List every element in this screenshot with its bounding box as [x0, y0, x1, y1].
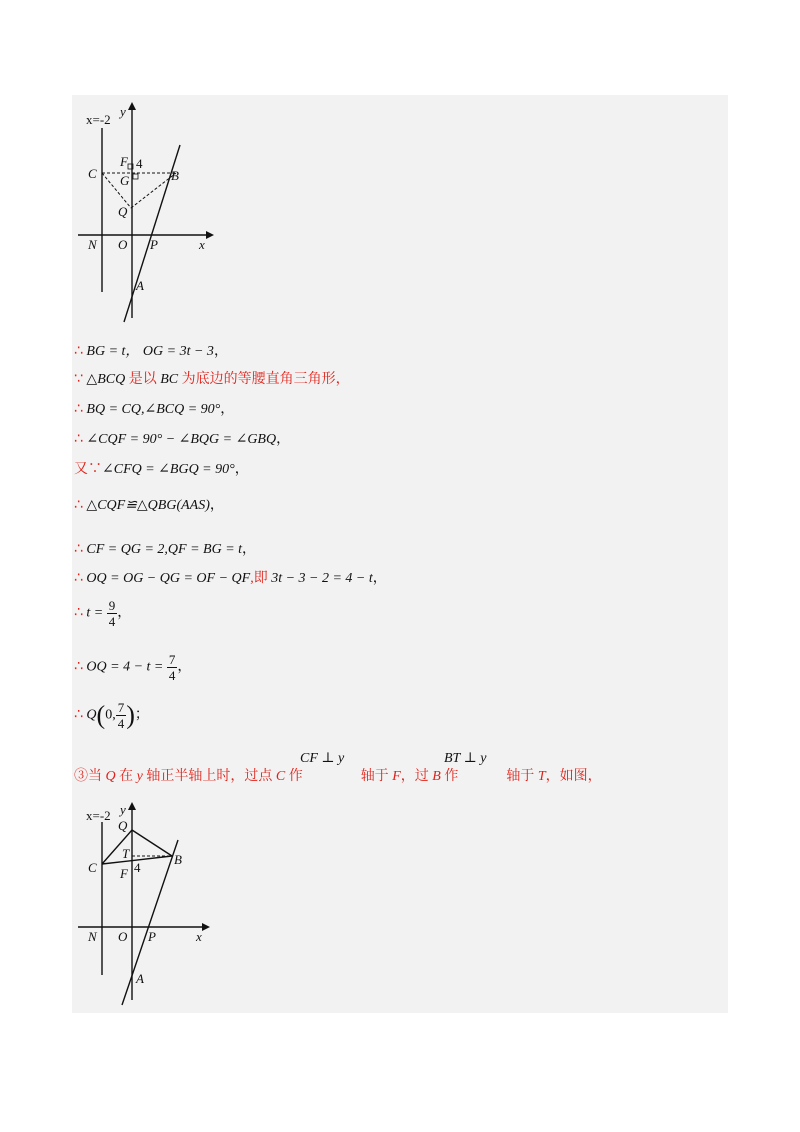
label-a: A [136, 278, 144, 293]
label-b: B [171, 168, 179, 183]
label-q: Q [118, 818, 128, 833]
solution-line-7: ∴ CF = QG = 2,QF = BG = t， [74, 541, 257, 557]
label-4: 4 [134, 860, 141, 875]
label-g: G [120, 173, 130, 188]
figure-1-coordinate-diagram [78, 100, 218, 330]
label-n: N [88, 929, 97, 944]
annotation-bt-perp-y: BT ⊥ y [444, 751, 487, 766]
label-f: F [120, 866, 128, 881]
solution-line-12: ③当 Q 在 y 轴正半轴上时，过点 C 作 轴于 F，过 B 作 轴于 T，如图， [74, 769, 602, 784]
solution-line-8: ∴ OQ = OG − QG = OF − QF,即 3t − 3 − 2 = 4 − t， [74, 570, 387, 586]
solution-line-6: ∴ △CQF≌△QBG(AAS)， [74, 497, 224, 513]
label-p: P [150, 237, 158, 252]
label-xline: x=-2 [86, 112, 111, 127]
solution-line-3: ∴ BQ = CQ,∠BCQ = 90°， [74, 401, 235, 417]
label-y: y [120, 104, 126, 119]
segment-qb [132, 830, 172, 856]
label-x: x [199, 237, 205, 252]
label-f: F [120, 154, 128, 169]
fraction-7-4: $\frac{7}{4}$ [168, 652, 176, 683]
line-ab [122, 840, 178, 1005]
solution-line-2: ∵ △BCQ 是以 BC 为底边的等腰直角三角形， [74, 371, 350, 387]
label-xline: x=-2 [86, 808, 111, 823]
fraction-9-4: $\frac{9}{4}$ [108, 598, 116, 629]
solution-line-10: ∴ OQ = 4 − t = $\frac{7}{4}$ ， [74, 652, 192, 683]
solution-line-11: ∴ Q(0, $\frac{7}{4}$ )； [74, 700, 149, 731]
label-b: B [174, 852, 182, 867]
label-y: y [120, 802, 126, 817]
label-4: 4 [136, 156, 143, 171]
solution-line-4: ∴ ∠CQF = 90° − ∠BQG = ∠GBQ， [74, 431, 291, 447]
label-p: P [148, 929, 156, 944]
label-c: C [88, 860, 97, 875]
solution-line-5: 又∵∠CFQ = ∠BGQ = 90°， [74, 462, 249, 477]
label-n: N [88, 237, 97, 252]
annotation-cf-perp-y: CF ⊥ y [300, 751, 345, 766]
label-x: x [196, 929, 202, 944]
solution-line-1: ∴ BG = t， OG = 3t − 3， [74, 343, 228, 359]
label-o: O [118, 237, 128, 252]
label-o: O [118, 929, 128, 944]
label-q: Q [118, 204, 128, 219]
label-c: C [88, 166, 97, 181]
fraction-q-y: $\frac{7}{4}$ [117, 700, 125, 731]
figure-2-coordinate-diagram [78, 800, 218, 1010]
solution-line-9: ∴ t = $\frac{9}{4}$ ， [74, 598, 132, 629]
label-t: T [122, 846, 130, 861]
label-a: A [136, 971, 144, 986]
